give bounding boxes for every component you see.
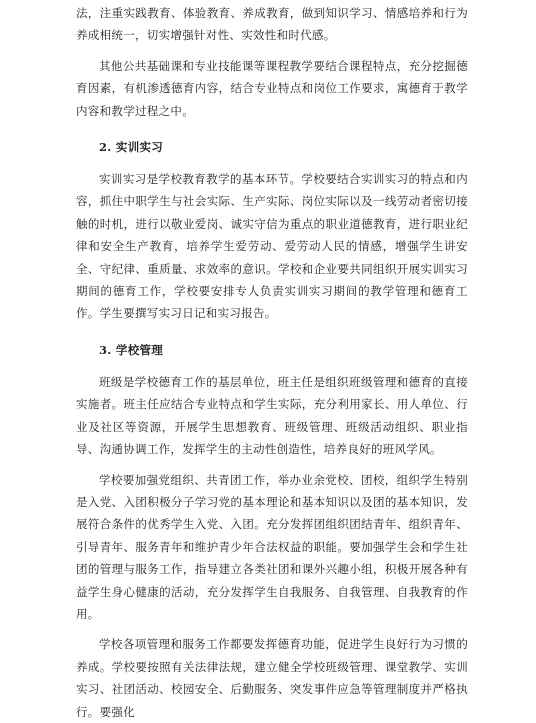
paragraph-party-league: 学校要加强党组织、共青团工作，举办业余党校、团校，组织学生特别是入党、入团积极分子学习党的基本理论和基本知识以及团的基本知识，发展符合条件的优秀学生入党、入团。充分发挥团组织团结青年、组织青年、引导青年、服务青年和维护青少年合法权益的职能。要加强学生会和学生社团的管理与服务工作，指导建立各类社团和课外兴趣小组，积极开展各种有益学生身心健康的活动，充分发挥学生自我服务、自我管理、自我教育的作用。	[76, 472, 468, 621]
paragraph-training: 实训实习是学校教育教学的基本环节。学校要结合实训实习的特点和内容，抓住中职学生与社会实际、生产实际、岗位实际以及一线劳动者密切接触的时机，进行以敬业爱岗、诚实守信为重点的职业道德教育，进行职业纪律和安全生产教育，培养学生爱劳动、爱劳动人民的情感，增强学生讲安全、守纪律、重质量、求效率的意识。学校和企业要共同组织开展实训实习期间的德育工作，学校要安排专人负责实训实习期间的教学管理和德育工作。学生要撰写实习日记和实习报告。	[76, 172, 468, 321]
section-heading-school-management: 3. 学校管理	[99, 342, 164, 357]
paragraph-class-management: 班级是学校德育工作的基层单位，班主任是组织班级管理和德育的直接实施者。班主任应结合专业特点和学生实际，充分利用家长、用人单位、行业及社区等资源，开展学生思想教育、班级管理、班级活动组织、职业指导、沟通协调工作，发挥学生的主动性创造性，培养良好的班风学风。	[76, 374, 468, 457]
paragraph-continued: 法，注重实践教育、体验教育、养成教育，做到知识学习、情感培养和行为养成相统一，切实增强针对性、实效性和时代感。	[76, 6, 468, 43]
section-heading-training: 2. 实训实习	[99, 140, 164, 155]
paragraph-other-courses: 其他公共基础课和专业技能课等课程教学要结合课程特点，充分挖掘德育因素，有机渗透德育内容，结合专业特点和岗位工作要求，寓德育于教学内容和教学过程之中。	[76, 58, 468, 118]
paragraph-management-services: 学校各项管理和服务工作都要发挥德育功能，促进学生良好行为习惯的养成。学校要按照有关法律法规，建立健全学校班级管理、课堂教学、实训实习、社团活动、校园安全、后勤服务、突发事件应急等管理制度并严格执行。要强化	[76, 637, 468, 719]
document-page	[76, 2, 468, 723]
